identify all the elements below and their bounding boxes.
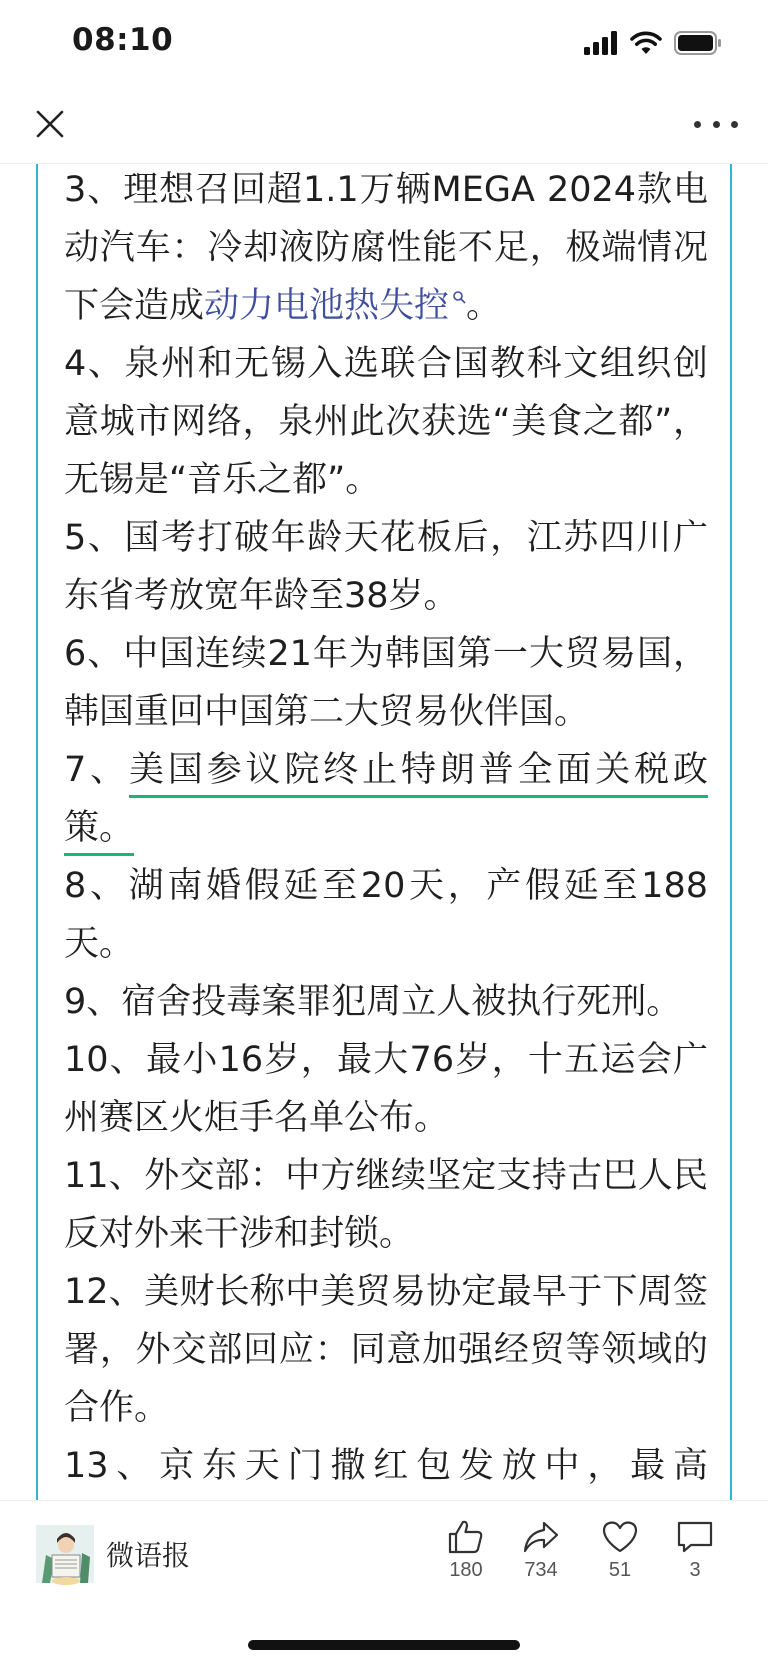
bottom-action-bar [0, 1500, 768, 1662]
highlighted-text[interactable]: 美国参议院终止特朗普全面关税政策。 [64, 750, 708, 848]
wifi-icon [630, 31, 662, 55]
comment-count: 3 [689, 1559, 701, 1581]
heart-icon [601, 1519, 639, 1555]
news-item-9: 9、宿舍投毒案罪犯周立人被执行死刑。 [64, 982, 682, 1022]
home-indicator[interactable] [248, 1640, 520, 1650]
news-item-4: 4、泉州和无锡入选联合国教科文组织创意城市网络，泉州此次获选“美食之都”，无锡是“音乐之都”。 [64, 344, 708, 500]
like-count: 180 [449, 1559, 483, 1581]
like-button[interactable] [426, 1519, 506, 1582]
favorite-button[interactable] [580, 1519, 660, 1582]
news-item-6: 6、中国连续21年为韩国第一大贸易国，韩国重回中国第二大贸易伙伴国。 [64, 634, 708, 732]
news-item-5: 5、国考打破年龄天花板后，江苏四川广东省考放宽年龄至38岁。 [64, 518, 708, 616]
cellular-signal-icon [584, 31, 618, 55]
share-count: 734 [524, 1559, 558, 1581]
close-icon [30, 104, 70, 144]
status-icons [584, 30, 722, 56]
news-item-7: 7、美国参议院终止特朗普全面关税政策。 [64, 750, 708, 848]
search-link-icon [452, 290, 466, 304]
avatar[interactable] [36, 1525, 94, 1583]
comment-button[interactable] [655, 1519, 735, 1582]
comment-bubble-icon [675, 1519, 715, 1555]
more-dot-icon [731, 121, 738, 128]
author-name[interactable]: 微语报 [106, 1539, 191, 1572]
news-item-11: 11、外交部：中方继续坚定支持古巴人民反对外来干涉和封锁。 [64, 1156, 708, 1254]
search-link[interactable]: 动力电池热失控 [204, 286, 466, 326]
battery-icon [674, 31, 722, 55]
news-item-10: 10、最小16岁，最大76岁，十五运会广州赛区火炬手名单公布。 [64, 1040, 708, 1138]
more-options-button[interactable] [694, 108, 738, 140]
article-content-frame [36, 164, 732, 1500]
status-bar [0, 0, 768, 88]
news-item-8: 8、湖南婚假延至20天，产假延至188天。 [64, 866, 708, 964]
news-list [64, 164, 708, 1553]
share-arrow-icon [522, 1519, 560, 1555]
news-item-13: 13、京东天门撒红包发放中，最高 [64, 1446, 708, 1486]
news-item-12: 12、美财长称中美贸易协定最早于下周签署，外交部回应：同意加强经贸等领域的合作。 [64, 1272, 708, 1428]
avatar-illustration-icon [36, 1525, 94, 1583]
more-dot-icon [694, 121, 701, 128]
share-button[interactable] [501, 1519, 581, 1582]
nav-bar [0, 88, 768, 164]
status-time: 08:10 [72, 22, 174, 58]
thumbs-up-icon [447, 1519, 485, 1555]
news-item-3: 3、理想召回超1.1万辆MEGA 2024款电动汽车：冷却液防腐性能不足，极端情况下会造成动力电池热失控 。 [64, 170, 708, 326]
favorite-count: 51 [608, 1559, 632, 1581]
author-info[interactable] [36, 1525, 190, 1583]
close-button[interactable] [30, 104, 70, 144]
more-dot-icon [713, 121, 720, 128]
